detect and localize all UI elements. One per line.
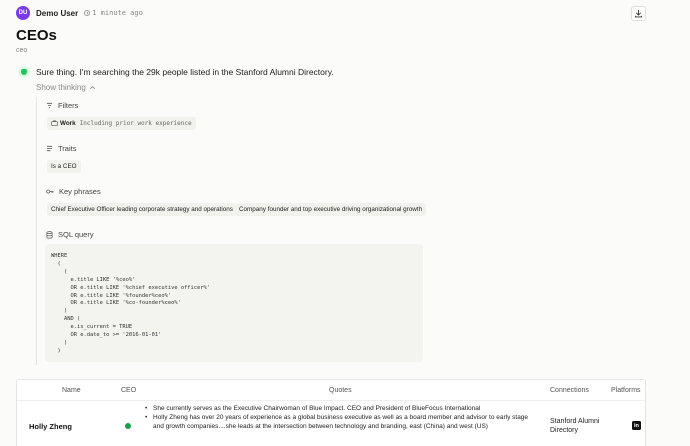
key-phrase-chip: Company founder and top executive driving organizational growth (235, 203, 426, 216)
database-icon (46, 231, 53, 239)
show-thinking-toggle[interactable] (36, 83, 96, 92)
traits-heading (46, 144, 76, 153)
thinking-panel (36, 97, 436, 365)
download-icon (634, 9, 643, 18)
download-button[interactable] (631, 6, 646, 21)
key-phrases-heading-text: Key phrases (59, 187, 101, 196)
lines-icon (46, 145, 53, 152)
show-thinking-label: Show thinking (36, 83, 86, 92)
chevron-up-icon (89, 84, 96, 91)
user-name: Demo User (36, 8, 79, 18)
filters-heading-text: Filters (58, 101, 79, 110)
page-title: CEOs (16, 27, 57, 44)
column-header-name[interactable]: Name (62, 387, 81, 394)
header-divider (17, 400, 645, 401)
sql-query-heading-text: SQL query (58, 230, 94, 239)
sql-code-block (45, 244, 423, 362)
sql-query-heading (46, 230, 94, 239)
traits-heading-text: Traits (58, 144, 77, 153)
trait-chip: Is a CEO (47, 160, 81, 173)
quote-item: • She currently serves as the Executive Chairwoman of Blue Impact. CEO and President of BlueFocus International (145, 405, 540, 413)
cell-name: Holly Zheng (29, 422, 72, 431)
message-header (16, 6, 143, 20)
sql-code: WHERE ( ( e.title LIKE '%ceo%' OR e.title LIKE '%chief executive officer%' OR e.title LIKE '%founder%ceo%' OR e.title LIKE '%co-founder%ceo%' ) AND ( e.is_current = TRUE OR e.date_to >= '2016-01-01' ) ) (51, 253, 211, 354)
assistant-message (18, 66, 334, 78)
briefcase-icon (51, 120, 58, 126)
filters-heading (46, 101, 78, 110)
quote-item: • Holly Zheng has over 20 years of experience as a global business executive as well as a board member and advisor to early stage and growth companies....she leads at the intersection between technology and branding, east (China) and west (US) (145, 414, 540, 431)
clock-icon (84, 10, 90, 16)
timestamp-text: 1 minute ago (92, 9, 143, 17)
user-avatar: DU (16, 6, 30, 20)
assistant-message-text: Sure thing. I'm searching the 29k people listed in the Stanford Alumni Directory. (36, 67, 334, 77)
key-phrase-chip: Chief Executive Officer leading corporate strategy and operations (47, 203, 237, 216)
linkedin-icon[interactable]: in (632, 421, 641, 430)
column-header-connections[interactable]: Connections (550, 387, 589, 394)
key-icon (46, 188, 54, 195)
ceo-status-dot (125, 423, 131, 429)
page-subtitle: ceo (16, 47, 28, 54)
filter-chip-label: Work (60, 120, 76, 127)
cell-quotes (145, 405, 540, 432)
column-header-ceo[interactable]: CEO (121, 387, 137, 394)
filter-chip-work (47, 117, 196, 130)
results-table (16, 379, 646, 446)
column-header-platforms[interactable]: Platforms (611, 387, 641, 394)
assistant-icon (18, 66, 30, 78)
key-phrases-heading (46, 187, 101, 196)
filter-icon (46, 102, 53, 109)
timestamp (84, 9, 143, 17)
filter-chip-detail: Including prior work experience (79, 120, 192, 127)
cell-connection: Stanford Alumni Directory (550, 418, 600, 434)
column-header-quotes[interactable]: Quotes (329, 387, 352, 394)
